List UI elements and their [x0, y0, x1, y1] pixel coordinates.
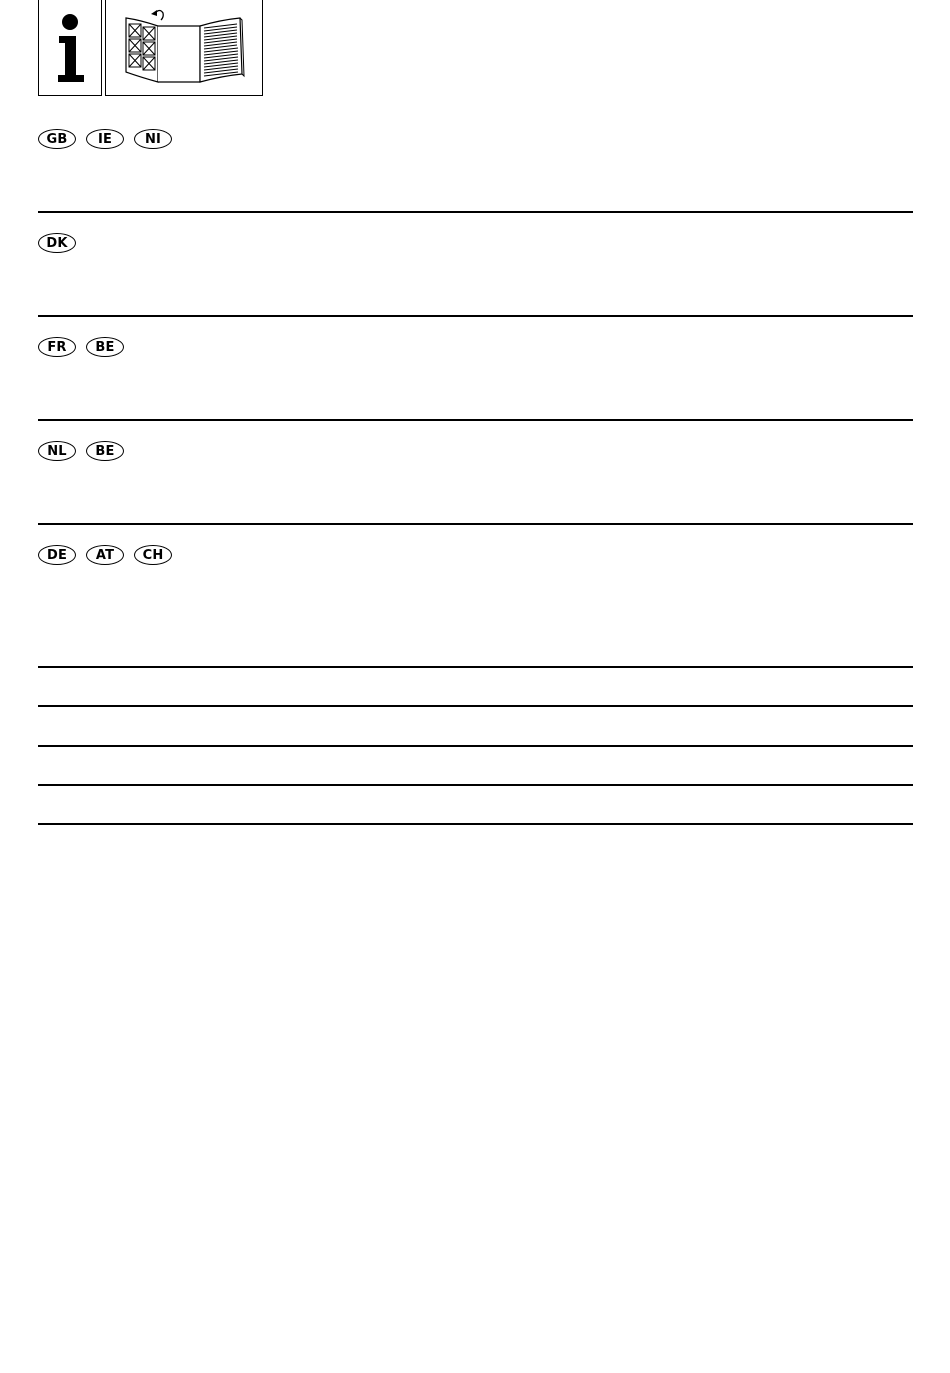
country-badge: GB: [38, 129, 76, 149]
country-badge: BE: [86, 441, 124, 461]
section-divider: [38, 784, 913, 786]
country-badges-de-at-ch: [38, 545, 172, 565]
country-badge: FR: [38, 337, 76, 357]
section-divider: [38, 419, 913, 421]
section-divider: [38, 211, 913, 213]
country-badges-fr-be: [38, 337, 124, 357]
country-badges-gb-ie-ni: [38, 129, 172, 149]
section-divider: [38, 523, 913, 525]
curved-arrow-icon: [151, 10, 163, 20]
country-badges-dk: [38, 233, 76, 253]
section-divider: [38, 705, 913, 707]
section-divider: [38, 745, 913, 747]
section-divider: [38, 666, 913, 668]
foldout-icon-box: [105, 0, 263, 96]
foldout-page-icon: [106, 0, 264, 96]
info-icon-box: [38, 0, 102, 96]
country-badge: NL: [38, 441, 76, 461]
country-badge: AT: [86, 545, 124, 565]
country-badge: BE: [86, 337, 124, 357]
country-badge: DK: [38, 233, 76, 253]
information-icon: [39, 0, 103, 96]
country-badge: IE: [86, 129, 124, 149]
country-badge: NI: [134, 129, 172, 149]
section-divider: [38, 315, 913, 317]
country-badge: CH: [134, 545, 172, 565]
section-divider: [38, 823, 913, 825]
country-badges-nl-be: [38, 441, 124, 461]
country-badge: DE: [38, 545, 76, 565]
